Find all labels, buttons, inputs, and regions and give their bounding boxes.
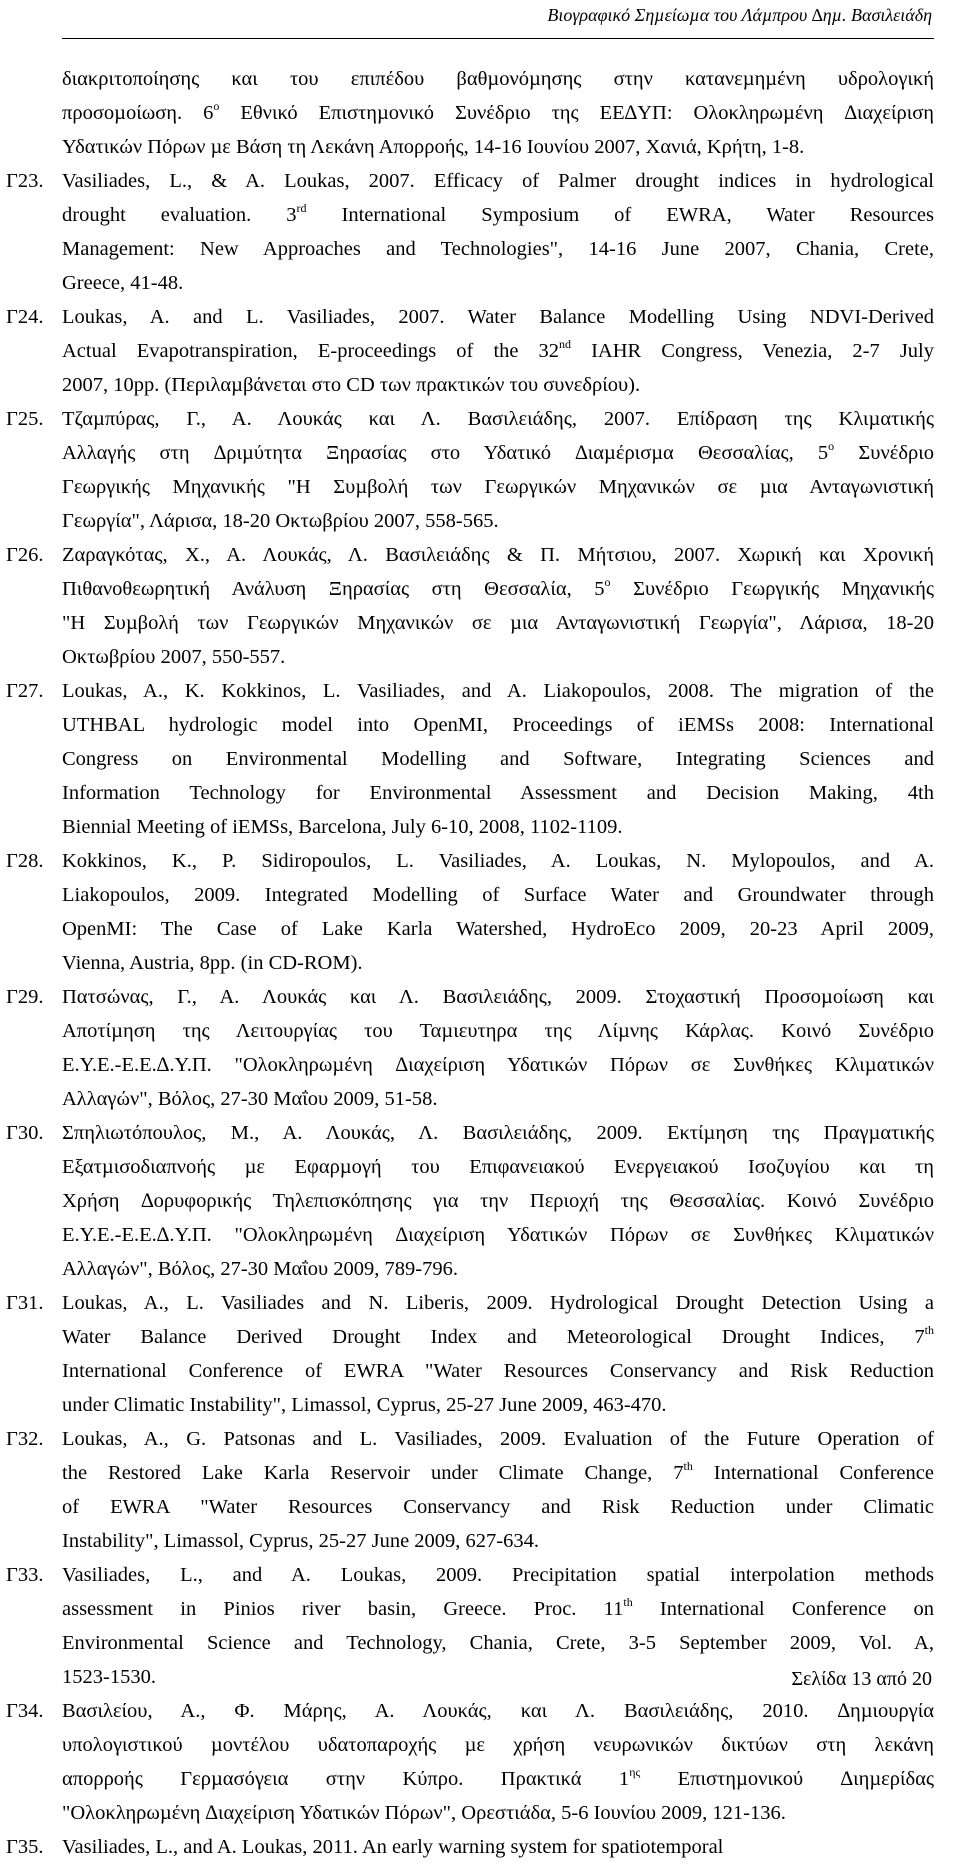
reference-line	[62, 436, 934, 470]
text-run: Εξατµισοδιαπνοής µε Εφαρµογή του Επιφανειακού Ενεργειακού Ισοζυγίου και τη	[62, 1156, 934, 1178]
text-run: υπολογιστικού µοντέλου υδατοπαροχής µε χρήση νευρωνικών δικτύων στη λεκάνη	[62, 1734, 934, 1756]
text-run: Επιστηµονικού ∆ιηµερίδας	[640, 1768, 934, 1790]
text-run: Environmental Science and Technology, Chania, Crete, 3-5 September 2009, Vol. A,	[62, 1632, 934, 1654]
superscript: ης	[629, 1765, 641, 1779]
reference-line	[62, 1558, 934, 1592]
superscript: o	[828, 439, 835, 453]
text-run: Αλλαγών", Βόλος, 27-30 Μαΐου 2009, 51-58.	[62, 1088, 438, 1110]
superscript: nd	[559, 337, 572, 351]
superscript: th	[623, 1595, 633, 1609]
reference-line	[62, 96, 934, 130]
reference-line	[62, 1048, 934, 1082]
text-run: the Restored Lake Karla Reservoir under Climate Change, 7	[62, 1462, 684, 1484]
reference-line	[62, 640, 934, 674]
text-run: Υδατικών Πόρων µε Βάση τη Λεκάνη Απορροής, 14-16 Ιουνίου 2007, Χανιά, Κρήτη, 1-8.	[62, 136, 805, 158]
reference-line	[62, 606, 934, 640]
reference-line	[62, 1592, 934, 1626]
text-run: Βασιλείου, Α., Φ. Μάρης, Α. Λουκάς, και Λ. Βασιλειάδης, 2010. ∆ηµιουργία	[62, 1700, 934, 1722]
reference-line	[62, 1694, 934, 1728]
reference-number: Γ34.	[6, 1700, 44, 1722]
reference-line	[62, 62, 934, 96]
text-run: IAHR Congress, Venezia, 2-7 July	[571, 340, 934, 362]
text-run: "Η Συµβολή των Γεωργικών Μηχανικών σε µια Ανταγωνιστική Γεωργία", Λάρισα, 18-20	[62, 612, 934, 634]
text-run: Ε.Υ.Ε.-Ε.Ε.∆.Υ.Π. "Ολοκληρωµένη ∆ιαχείριση Υδατικών Πόρων σε Συνθήκες Κλιµατικών	[62, 1224, 934, 1246]
reference-line	[62, 1116, 934, 1150]
text-run: Loukas, A. and L. Vasiliades, 2007. Water Balance Modelling Using NDVI-Derived	[62, 306, 934, 328]
text-run: Σπηλιωτόπουλος, Μ., Α. Λουκάς, Λ. Βασιλειάδης, 2009. Εκτίµηση της Πραγµατικής	[62, 1122, 934, 1144]
text-run: Γεωργία", Λάρισα, 18-20 Οκτωβρίου 2007, 558-565.	[62, 510, 499, 532]
running-header: Βιογραφικό Σηµείωµα του Λάµπρου ∆ηµ. Βασιλειάδη	[547, 5, 932, 25]
text-run: Vienna, Austria, 8pp. (in CD-ROM).	[62, 952, 363, 974]
reference-number: Γ35.	[6, 1836, 44, 1858]
reference-number: Γ23.	[6, 170, 44, 192]
text-run: Information Technology for Environmental Assessment and Decision Making, 4th	[62, 782, 934, 804]
reference-line	[62, 470, 934, 504]
text-run: Αποτίµηση της Λειτουργίας του Ταµιευτηρα της Λίµνης Κάρλας. Κοινό Συνέδριο	[62, 1020, 934, 1042]
reference-line	[62, 878, 934, 912]
reference-line	[62, 1320, 934, 1354]
reference-line	[62, 1252, 934, 1286]
text-run: Loukas, A., L. Vasiliades and N. Liberis, 2009. Hydrological Drought Detection Using a	[62, 1292, 934, 1314]
text-run: Greece, 41-48.	[62, 272, 184, 294]
text-run: Liakopoulos, 2009. Integrated Modelling of Surface Water and Groundwater through	[62, 884, 934, 906]
text-run: assessment in Pinios river basin, Greece. Proc. 11	[62, 1598, 624, 1620]
reference-line	[62, 1082, 934, 1116]
text-run: 1523-1530.	[62, 1666, 156, 1688]
reference-line	[62, 1524, 934, 1558]
text-run: Kokkinos, K., P. Sidiropoulos, L. Vasiliades, A. Loukas, N. Mylopoulos, and A.	[62, 850, 934, 872]
reference-line	[62, 1218, 934, 1252]
reference-line	[62, 368, 934, 402]
reference-line	[62, 1354, 934, 1388]
text-run: OpenMI: The Case of Lake Karla Watershed, HydroEco 2009, 20-23 April 2009,	[62, 918, 934, 940]
reference-line	[62, 266, 934, 300]
text-run: Οκτωβρίου 2007, 550-557.	[62, 646, 286, 668]
reference-number: Γ28.	[6, 850, 44, 872]
reference-number: Γ33.	[6, 1564, 44, 1586]
header-rule	[62, 38, 934, 39]
text-run: Congress on Environmental Modelling and Software, Integrating Sciences and	[62, 748, 934, 770]
text-run: Vasiliades, L., and A. Loukas, 2009. Precipitation spatial interpolation methods	[62, 1564, 934, 1586]
reference-line	[62, 1286, 934, 1320]
text-run: International Conference	[692, 1462, 934, 1484]
text-run: International Conference of EWRA "Water Resources Conservancy and Risk Reduction	[62, 1360, 934, 1382]
reference-line	[62, 674, 934, 708]
reference-line	[62, 232, 934, 266]
reference-number: Γ30.	[6, 1122, 44, 1144]
text-run: under Climatic Instability", Limassol, Cyprus, 25-27 June 2009, 463-470.	[62, 1394, 667, 1416]
text-run: Loukas, A., K. Kokkinos, L. Vasiliades, and A. Liakopoulos, 2008. The migration of the	[62, 680, 934, 702]
reference-line	[62, 912, 934, 946]
reference-line	[62, 1014, 934, 1048]
text-run: drought evaluation. 3	[62, 204, 297, 226]
page-number: Σελίδα 13 από 20	[791, 1668, 932, 1690]
text-run: Loukas, A., G. Patsonas and L. Vasiliades, 2009. Evaluation of the Future Operation of	[62, 1428, 934, 1450]
reference-line	[62, 572, 934, 606]
text-run: International Symposium of EWRA, Water Resources	[306, 204, 935, 226]
reference-line	[62, 708, 934, 742]
text-run: απορροής Γερµασόγεια στην Κύπρο. Πρακτικά 1	[62, 1768, 630, 1790]
text-run: Χρήση ∆ορυφορικής Τηλεπισκόπησης για την Περιοχή της Θεσσαλίας. Κοινό Συνέδριο	[62, 1190, 934, 1212]
reference-line	[62, 742, 934, 776]
text-run: Actual Evapotranspiration, E-proceedings of the 32	[62, 340, 560, 362]
text-run: Ζαραγκότας, Χ., Α. Λουκάς, Λ. Βασιλειάδης & Π. Μήτσιου, 2007. Χωρική και Χρονική	[62, 544, 934, 566]
text-run: Γεωργικής Μηχανικής "Η Συµβολή των Γεωργικών Μηχανικών σε µια Ανταγωνιστική	[62, 476, 934, 498]
reference-line	[62, 980, 934, 1014]
text-run: UTHBAL hydrologic model into OpenMI, Proceedings of iEMSs 2008: International	[62, 714, 934, 736]
text-run: of EWRA "Water Resources Conservancy and Risk Reduction under Climatic	[62, 1496, 934, 1518]
reference-line	[62, 844, 934, 878]
reference-line	[62, 402, 934, 436]
reference-line	[62, 164, 934, 198]
reference-line	[62, 1626, 934, 1660]
text-run: Συνέδριο Γεωργικής Μηχανικής	[610, 578, 934, 600]
reference-line	[62, 300, 934, 334]
reference-line	[62, 334, 934, 368]
reference-line	[62, 776, 934, 810]
text-run: Instability", Limassol, Cyprus, 25-27 June 2009, 627-634.	[62, 1530, 539, 1552]
text-run: Τζαµπύρας, Γ., Α. Λουκάς και Λ. Βασιλειάδης, 2007. Επίδραση της Κλιµατικής	[62, 408, 934, 430]
text-run: Αλλαγής στη ∆ριµύτητα Ξηρασίας στο Υδατικό ∆ιαµέρισµα Θεσσαλίας, 5	[62, 442, 829, 464]
reference-line	[62, 946, 934, 980]
reference-line	[62, 1728, 934, 1762]
reference-number: Γ27.	[6, 680, 44, 702]
reference-line	[62, 504, 934, 538]
reference-line	[62, 1490, 934, 1524]
text-run: Vasiliades, L., & A. Loukas, 2007. Efficacy of Palmer drought indices in hydrological	[62, 170, 934, 192]
text-run: Vasiliades, L., and A. Loukas, 2011. An early warning system for spatiotemporal	[62, 1836, 724, 1858]
reference-line	[62, 1422, 934, 1456]
superscript: o	[604, 575, 611, 589]
reference-number: Γ24.	[6, 306, 44, 328]
reference-line	[62, 1184, 934, 1218]
reference-line	[62, 1830, 934, 1864]
text-run: προσοµοίωση. 6	[62, 102, 214, 124]
reference-line	[62, 1150, 934, 1184]
reference-line	[62, 198, 934, 232]
text-run: Management: New Approaches and Technologies", 14-16 June 2007, Chania, Crete,	[62, 238, 934, 260]
reference-number: Γ31.	[6, 1292, 44, 1314]
reference-line	[62, 1388, 934, 1422]
reference-line	[62, 810, 934, 844]
reference-number: Γ25.	[6, 408, 44, 430]
superscript: th	[683, 1459, 693, 1473]
reference-number: Γ32.	[6, 1428, 44, 1450]
text-run: Αλλαγών", Βόλος, 27-30 Μαΐου 2009, 789-796.	[62, 1258, 459, 1280]
reference-number: Γ29.	[6, 986, 44, 1008]
text-run: Συνέδριο	[834, 442, 934, 464]
reference-line	[62, 1456, 934, 1490]
text-run: διακριτοποίησης και του επιπέδου βαθµονόµησης στην κατανεµηµένη υδρολογική	[62, 68, 934, 90]
reference-line	[62, 1762, 934, 1796]
reference-line	[62, 538, 934, 572]
reference-number: Γ26.	[6, 544, 44, 566]
text-run: International Conference on	[632, 1598, 934, 1620]
text-run: Εθνικό Επιστηµονικό Συνέδριο της ΕΕ∆ΥΠ: Ολοκληρωµένη ∆ιαχείριση	[219, 102, 934, 124]
text-run: Πατσώνας, Γ., Α. Λουκάς και Λ. Βασιλειάδης, 2009. Στοχαστική Προσοµοίωση και	[62, 986, 934, 1008]
superscript: rd	[296, 201, 307, 215]
text-run: 2007, 10pp. (Περιλαµβάνεται στο CD των πρακτικών του συνεδρίου).	[62, 374, 641, 396]
text-run: Πιθανοθεωρητική Ανάλυση Ξηρασίας στη Θεσσαλία, 5	[62, 578, 605, 600]
superscript: o	[213, 99, 220, 113]
reference-line	[62, 130, 934, 164]
text-run: Water Balance Derived Drought Index and Meteorological Drought Indices, 7	[62, 1326, 925, 1348]
text-run: Biennial Meeting of iEMSs, Barcelona, July 6-10, 2008, 1102-1109.	[62, 816, 623, 838]
text-run: "Ολοκληρωµένη ∆ιαχείριση Υδατικών Πόρων", Ορεστιάδα, 5-6 Ιουνίου 2009, 121-136.	[62, 1802, 786, 1824]
text-run: Ε.Υ.Ε.-Ε.Ε.∆.Υ.Π. "Ολοκληρωµένη ∆ιαχείριση Υδατικών Πόρων σε Συνθήκες Κλιµατικών	[62, 1054, 934, 1076]
superscript: th	[924, 1323, 934, 1337]
reference-line	[62, 1796, 934, 1830]
